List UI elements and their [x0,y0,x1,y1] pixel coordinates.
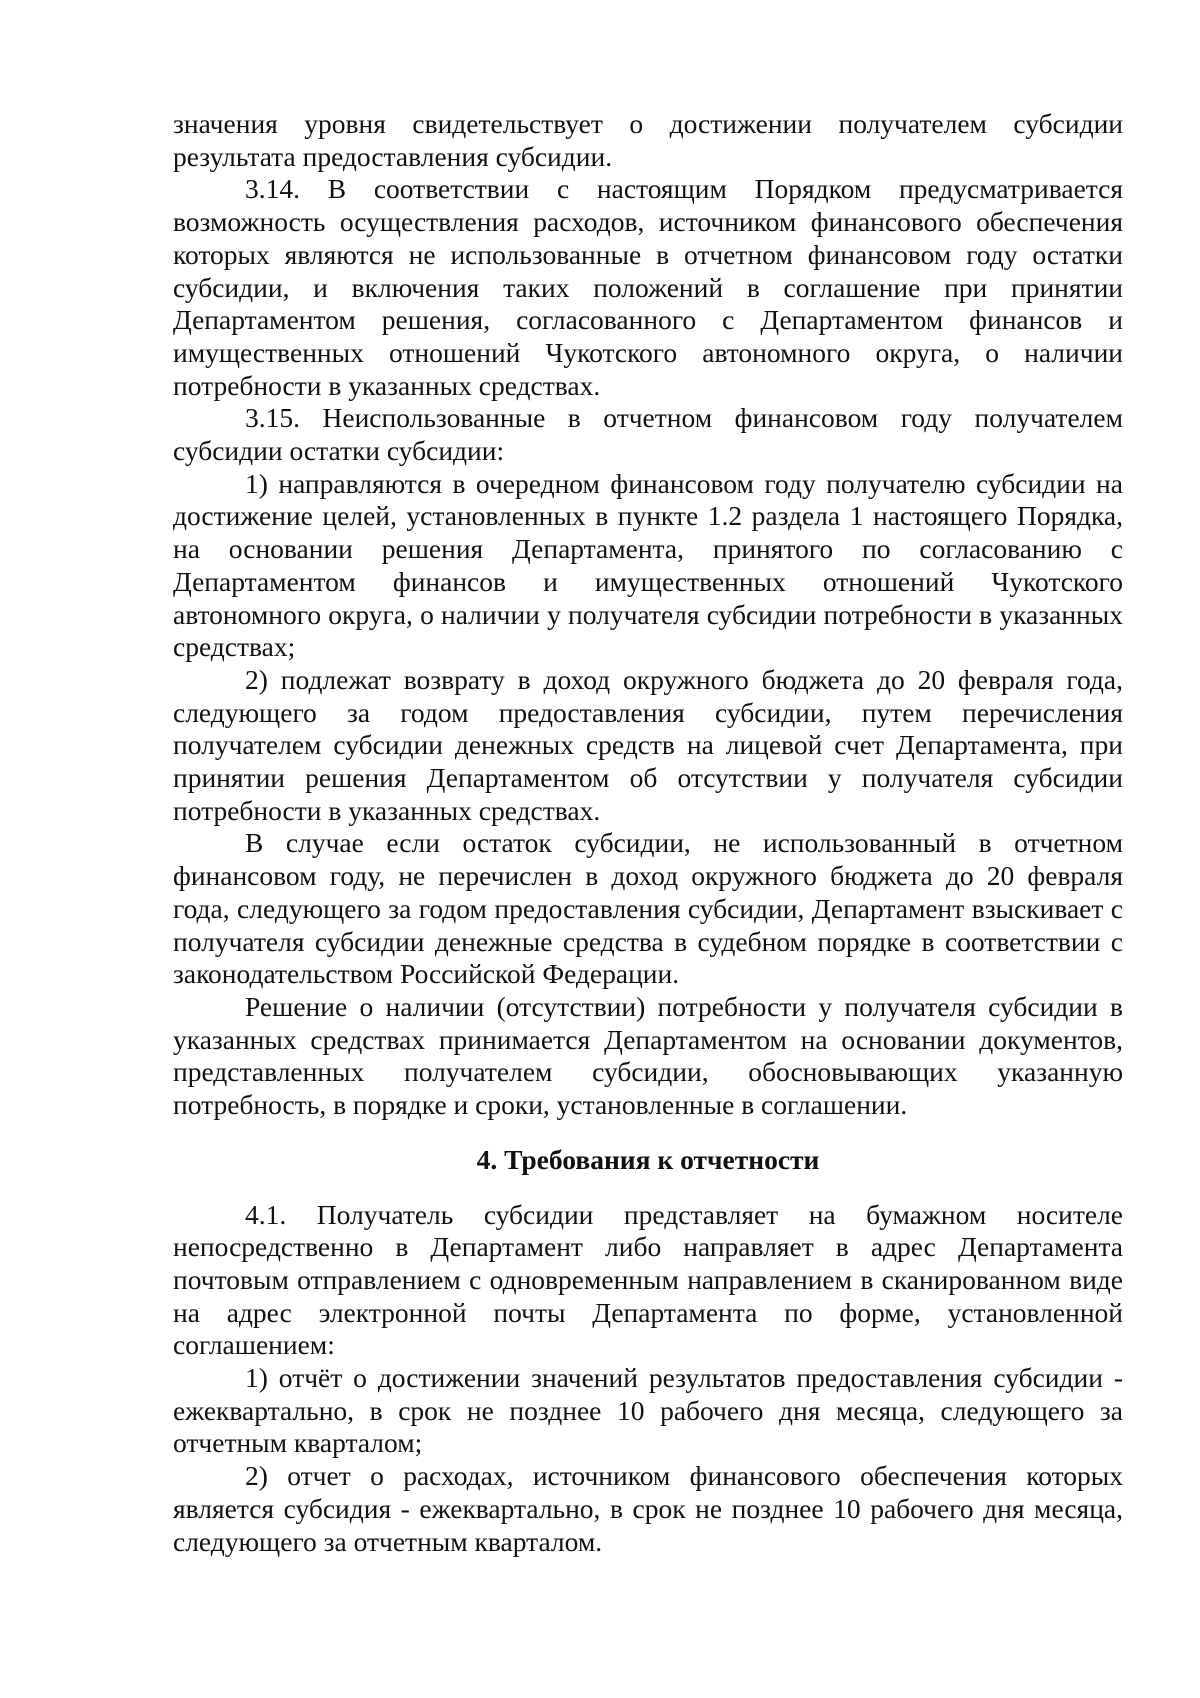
paragraph-3-15-item-2: 2) подлежат возврату в доход окружного бюджета до 20 февраля года, следующего за годом предоставления субсидии, путем перечисления получателем субсидии денежных средств на лицевой счет Департамента, при принятии решения Департаментом об отсутствии у получателя субсидии потребности в указанных средствах. [173,663,1123,826]
paragraph-3-15: 3.15. Неиспользованные в отчетном финансовом году получателем субсидии остатки субсидии: [173,402,1123,467]
paragraph-decision: Решение о наличии (отсутствии) потребности у получателя субсидии в указанных средствах принимается Департаментом на основании документов, представленных получателем субсидии, обосновывающих указанную потребность, в порядке и сроки, установленные в соглашении. [173,990,1123,1121]
paragraph-4-1-item-1: 1) отчёт о достижении значений результатов предоставления субсидии - ежеквартально, в срок не позднее 10 рабочего дня месяца, следующего за отчетным кварталом; [173,1362,1123,1459]
paragraph-continuation: значения уровня свидетельствует о достижении получателем субсидии результата предоставления субсидии. [173,108,1123,172]
paragraph-remainder-case: В случае если остаток субсидии, не использованный в отчетном финансовом году, не перечислен в доход окружного бюджета до 20 февраля года, следующего за годом предоставления субсидии, Департамент взыскивает с получателя субсидии денежные средства в судебном порядке в соответствии с законодательством Российской Федерации. [173,827,1123,990]
paragraph-3-15-item-1: 1) направляются в очередном финансовом году получателю субсидии на достижение целей, установленных в пункте 1.2 раздела 1 настоящего Порядка, на основании решения Департамента, принятого по согласованию с Департаментом финансов и имущественных отношений Чукотского автономного округа, о наличии у получателя субсидии потребности в указанных средствах; [173,467,1123,663]
section-heading: 4. Требования к отчетности [476,1143,820,1175]
paragraph-3-14: 3.14. В соответствии с настоящим Порядком предусматривается возможность осуществления расходов, источником финансового обеспечения которых являются не использованные в отчетном финансовом году остатки субсидии, и включения таких положений в соглашение при принятии Департаментом решения, согласованного с Департаментом финансов и имущественных отношений Чукотского автономного округа, о наличии потребности в указанных средствах. [173,173,1123,401]
paragraph-4-1-item-2: 2) отчет о расходах, источником финансового обеспечения которых является субсидия - ежеквартально, в срок не позднее 10 рабочего дня месяца, следующего за отчетным кварталом. [173,1460,1123,1557]
paragraph-4-1: 4.1. Получатель субсидии представляет на бумажном носителе непосредственно в Департамент либо направляет в адрес Департамента почтовым отправлением с одновременным направлением в сканированном виде на адрес электронной почты Департамента по форме, установленной соглашением: [173,1198,1123,1361]
document-page [173,108,1123,1558]
